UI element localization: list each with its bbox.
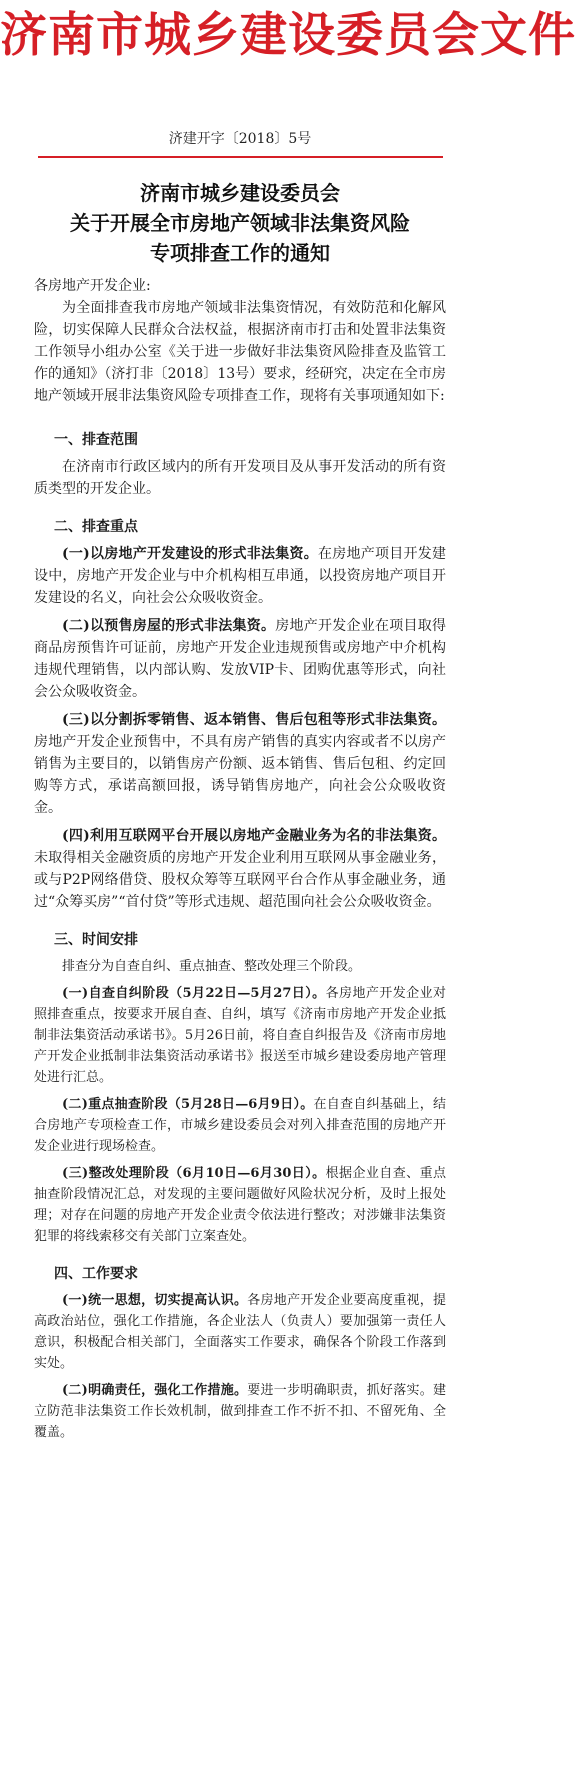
section-3-item-text: 各房地产开发企业对照排查重点，按要求开展自查、自纠，填写《济南市房地产开发企业抵制非法集资活动承诺书》。5月26日前，将自查自纠报告及《济南市房地产开发企业抵制非法集资活动承诺书》报送至市城乡建设委房地产管理处进行汇总。 [34, 986, 446, 1085]
document-number: 济建开字〔2018〕5号 [168, 131, 312, 147]
section-3-item [34, 1094, 446, 1157]
section-3-item-text: 根据企业自查、重点抽查阶段情况汇总，对发现的主要问题做好风险状况分析，及时上报处理；对存在问题的房地产开发企业责令依法进行整改；对涉嫌非法集资犯罪的将线索移交有关部门立案查处。 [34, 1166, 446, 1244]
section-3-item-lead: (二)重点抽查阶段（5月28日—6月9日）。 [62, 1097, 314, 1112]
section-2-heading: 二、排查重点 [54, 519, 138, 535]
section-3-item-lead: (一)自查自纠阶段（5月22日—5月27日）。 [62, 986, 326, 1001]
section-2-item-text: 房地产开发企业预售中，不具有房产销售的真实内容或者不以房产销售为主要目的，以销售房产份额、返本销售、售后包租、约定回购等方式，承诺高额回报，诱导销售房地产，向社会公众吸收资金。 [34, 734, 446, 816]
section-2-item-lead: (四)利用互联网平台开展以房地产金融业务为名的非法集资。 [62, 828, 446, 844]
notice-title-line-3: 专项排查工作的通知 [150, 241, 330, 265]
section-2-item [34, 615, 446, 703]
section-2-item-text: 未取得相关金融资质的房地产开发企业利用互联网从事金融业务，或与P2P网络借贷、股权众筹等互联网平台合作从事金融业务，通过“众筹买房”“首付贷”等形式违规、超范围向社会公众吸收资金。 [34, 850, 446, 910]
section-4-heading: 四、工作要求 [54, 1266, 138, 1282]
section-4-item-text: 各房地产开发企业要高度重视，提高政治站位，强化工作措施，各企业法人（负责人）要加强第一责任人意识，积极配合相关部门，全面落实工作要求，确保各个阶段工作落到实处。 [34, 1293, 446, 1371]
section-2-item-lead: (一)以房地产开发建设的形式非法集资。 [62, 546, 318, 562]
section-2-item [34, 825, 446, 913]
section-3-item-lead: (三)整改处理阶段（6月10日—6月30日）。 [62, 1166, 326, 1181]
section-2-item [34, 543, 446, 609]
document-body [34, 275, 446, 1449]
section-3-heading: 三、时间安排 [54, 932, 138, 948]
section-2-item-lead: (三)以分割拆零销售、返本销售、售后包租等形式非法集资。 [62, 712, 446, 728]
section-2-item-text: 房地产开发企业在项目取得商品房预售许可证前，房地产开发企业违规预售或房地产中介机构违规代理销售，以内部认购、发放VIP卡、团购优惠等形式，向社会公众吸收资金。 [34, 618, 446, 700]
red-divider [38, 156, 443, 158]
notice-title-line-1: 济南市城乡建设委员会 [140, 181, 340, 205]
section-2-item-text: 在房地产项目开发建设中，房地产开发企业与中介机构相互串通，以投资房地产项目开发建设的名义，向社会公众吸收资金。 [34, 546, 446, 606]
notice-title [0, 178, 480, 268]
section-4-item-lead: (二)明确责任，强化工作措施。 [62, 1383, 248, 1398]
section-1-text: 在济南市行政区域内的所有开发项目及从事开发活动的所有资质类型的开发企业。 [34, 459, 446, 497]
section-3-item-text: 在自查自纠基础上，结合房地产专项检查工作，市城乡建设委员会对列入排查范围的房地产开发企业进行现场检查。 [34, 1097, 446, 1154]
section-2-item-lead: (二)以预售房屋的形式非法集资。 [62, 618, 276, 634]
section-4-item [34, 1380, 446, 1443]
section-3-item [34, 983, 446, 1088]
section-2-item [34, 709, 446, 819]
document-header-title: 济南市城乡建设委员会文件 [0, 8, 576, 63]
section-1-heading: 一、排查范围 [54, 432, 138, 448]
notice-title-line-2: 关于开展全市房地产领域非法集资风险 [70, 211, 410, 235]
section-4-item-lead: (一)统一思想，切实提高认识。 [62, 1293, 248, 1308]
section-3-intro: 排查分为自查自纠、重点抽查、整改处理三个阶段。 [62, 959, 362, 974]
section-4-item-text: 要进一步明确职责，抓好落实。建立防范非法集资工作长效机制，做到排查工作不折不扣、不留死角、全覆盖。 [34, 1383, 446, 1440]
section-4-item [34, 1290, 446, 1374]
intro-paragraph: 为全面排查我市房地产领域非法集资情况，有效防范和化解风险，切实保障人民群众合法权益，根据济南市打击和处置非法集资工作领导小组办公室《关于进一步做好非法集资风险排查及监管工作的通知》（济打非〔2018〕13号）要求，经研究，决定在全市房地产领域开展非法集资风险专项排查工作，现将有关事项通知如下: [34, 300, 446, 404]
section-3-item [34, 1163, 446, 1247]
salutation: 各房地产开发企业: [34, 278, 151, 294]
